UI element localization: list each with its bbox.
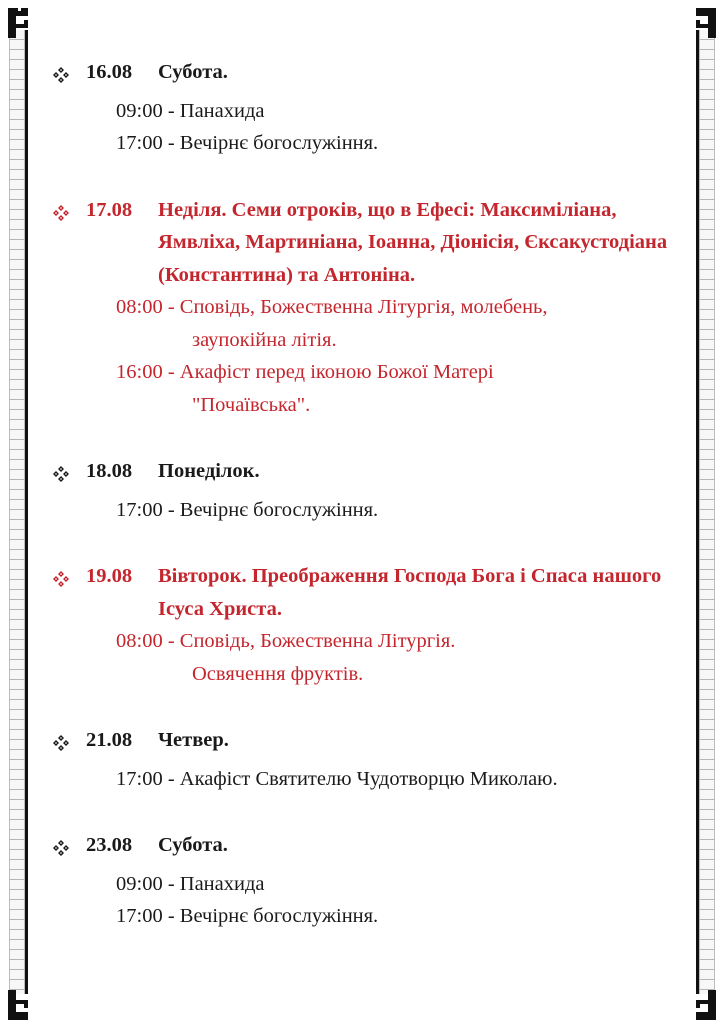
service-time-text: 17:00 - Вечірнє богослужіння. <box>116 498 379 521</box>
bullet-icon <box>52 56 86 95</box>
corner-ornament-icon <box>4 4 38 38</box>
schedule-list <box>52 56 702 967</box>
entry-title: Субота. <box>158 834 228 856</box>
service-time-text: 16:00 - Акафіст перед іконою Божої Матері <box>116 361 494 383</box>
schedule-entry <box>52 829 702 933</box>
schedule-entry <box>52 560 702 690</box>
service-item <box>52 291 702 356</box>
entry-title: Вівторок. Преображення Господа Бога і Спаса нашого Ісуса Христа. <box>158 565 662 620</box>
service-item <box>52 868 702 901</box>
service-time-text: 08:00 - Сповідь, Божественна Літургія, молебень, <box>116 296 548 318</box>
service-item <box>52 356 702 421</box>
entry-date: 21.08 <box>86 729 133 751</box>
service-item <box>52 763 702 796</box>
entry-date: 17.08 <box>86 198 133 221</box>
schedule-entry <box>52 56 702 160</box>
entry-header <box>52 455 702 494</box>
service-time-text: 17:00 - Вечірнє богослужіння. <box>116 905 379 927</box>
entry-header <box>52 560 702 625</box>
entry-title: Понеділок. <box>158 460 260 482</box>
service-continuation-text: Освячення фруктів. <box>192 662 364 685</box>
left-border <box>9 30 25 994</box>
corner-ornament-icon <box>4 990 38 1024</box>
service-item <box>52 95 702 128</box>
schedule-entry <box>52 724 702 795</box>
entry-date: 16.08 <box>86 61 133 83</box>
bullet-icon <box>52 560 86 599</box>
entry-date: 18.08 <box>86 460 133 482</box>
service-item <box>52 900 702 933</box>
entry-header <box>52 724 702 763</box>
schedule-entry <box>52 455 702 526</box>
bullet-icon <box>52 455 86 494</box>
entry-date: 19.08 <box>86 565 133 587</box>
schedule-entry <box>52 194 702 422</box>
entry-header <box>52 194 702 292</box>
entry-date: 23.08 <box>86 834 133 856</box>
service-item <box>52 625 702 690</box>
bullet-icon <box>52 829 86 868</box>
service-time-text: 09:00 - Панахида <box>116 99 265 122</box>
entry-title: Четвер. <box>158 729 229 751</box>
entry-header <box>52 829 702 868</box>
service-time-text: 17:00 - Акафіст Святителю Чудотворцю Миколаю. <box>116 767 558 790</box>
corner-ornament-icon <box>686 990 720 1024</box>
service-continuation-text: "Почаївська". <box>192 393 311 416</box>
entry-title: Неділя. Семи отроків, що в Ефесі: Максиміліана, Ямвліха, Мартиніана, Іоанна, Діонісія, Єксакустодіана (Константина) та Антоніна. <box>158 198 668 286</box>
corner-ornament-icon <box>686 4 720 38</box>
service-item <box>52 127 702 160</box>
entry-header <box>52 56 702 95</box>
service-time-text: 17:00 - Вечірнє богослужіння. <box>116 132 379 154</box>
service-time-text: 08:00 - Сповідь, Божественна Літургія. <box>116 630 456 652</box>
bullet-icon <box>52 194 86 233</box>
bullet-icon <box>52 724 86 763</box>
service-continuation-text: заупокійна літія. <box>192 328 337 351</box>
entry-title: Субота. <box>158 61 228 83</box>
service-item <box>52 494 702 527</box>
service-time-text: 09:00 - Панахида <box>116 872 265 895</box>
